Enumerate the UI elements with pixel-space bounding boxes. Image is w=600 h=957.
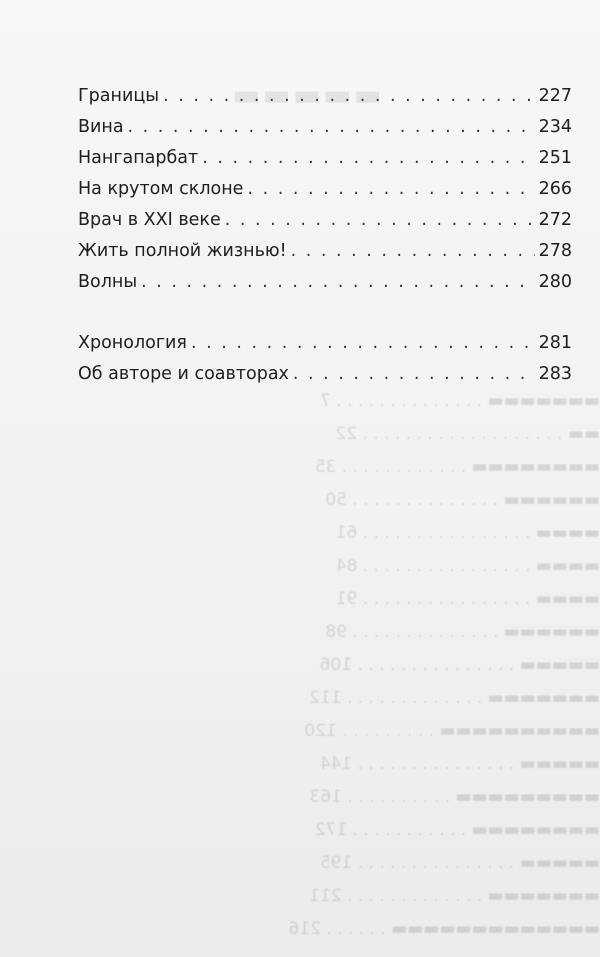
toc-entry[interactable] [78,210,572,241]
dot-leader [247,179,534,199]
dot-leader [141,272,534,292]
toc-entry-page: 234 [538,117,572,137]
toc-entry-title: Хронология [78,333,187,353]
toc-entry-title: Жить полной жизнью! [78,241,287,261]
toc-entry[interactable] [78,117,572,148]
toc-entry[interactable] [78,333,572,364]
dot-leader [191,333,535,353]
toc-entry-title: Вина [78,117,124,137]
dot-leader [293,364,535,384]
toc-entry-page: 283 [538,364,572,384]
toc-entry[interactable] [78,179,572,210]
toc-entry-page: 272 [538,210,572,230]
toc-entry-title: Волны [78,272,138,292]
toc-entry-page: 251 [538,148,572,168]
dot-leader [225,210,535,230]
toc-entry[interactable] [78,148,572,179]
toc-entry[interactable] [78,241,572,272]
toc-entry-title: На крутом склоне [78,179,244,199]
toc-entry-title: Границы [78,86,160,106]
toc-entry-title: Об авторе и соавторах [78,364,289,384]
bleed-through-heading: ▬▬▬▬▬ [230,78,382,113]
bleed-through-text: ▬▬▬▬▬▬▬ . . . . . . . . . . . . . . 7 ▬▬ . . . . . . . . . . . . . . . . . . . 22 ▬▬▬▬▬▬▬▬ . . . . . . . . . . . . 35 ▬▬▬▬▬▬ . . . . . . . . . . . . . . 50 ▬▬▬▬ . . . . . . . . . . . . . . . . 61 ▬▬▬▬ . . . . . . . . . . . . . . . . 84 ▬▬▬▬ . . . . . . . . . . . . . . . . 91 ▬▬▬▬▬▬ . . . . . . . . . . . . . . 98 ▬▬▬▬▬ . . . . . . . . . . . . . . . 106 ▬▬▬▬▬▬▬ . . . . . . . . . . . . . 112 ▬▬▬▬▬▬▬▬▬▬ . . . . . . . . . 120 ▬▬▬▬▬ . . . . . . . . . . . . . . . 144 ▬▬▬▬▬▬▬▬▬ . . . . . . . . . . 163 ▬▬▬▬▬▬▬▬ . . . . . . . . . . . 172 ▬▬▬▬▬ . . . . . . . . . . . . . . . 195 ▬▬▬▬▬▬▬ . . . . . . . . . . . . . 211 ▬▬▬▬▬▬▬▬▬▬▬▬▬ . . . . . . 216 [288,391,600,939]
toc-entry[interactable] [78,272,572,303]
toc-entry-page: 227 [538,86,572,106]
toc-entry[interactable] [78,86,572,117]
toc-entry[interactable] [78,364,572,395]
section-gap [78,303,572,333]
dot-leader [163,86,535,106]
toc-entry-title: Врач в XXI веке [78,210,221,230]
toc-entry-page: 281 [538,333,572,353]
dot-leader [291,241,535,261]
dot-leader [128,117,535,137]
toc-entry-page: 266 [538,179,572,199]
toc-entry-page: 278 [538,241,572,261]
toc-entry-title: Нангапарбат [78,148,199,168]
table-of-contents [78,86,572,395]
toc-entry-page: 280 [538,272,572,292]
dot-leader [202,148,534,168]
